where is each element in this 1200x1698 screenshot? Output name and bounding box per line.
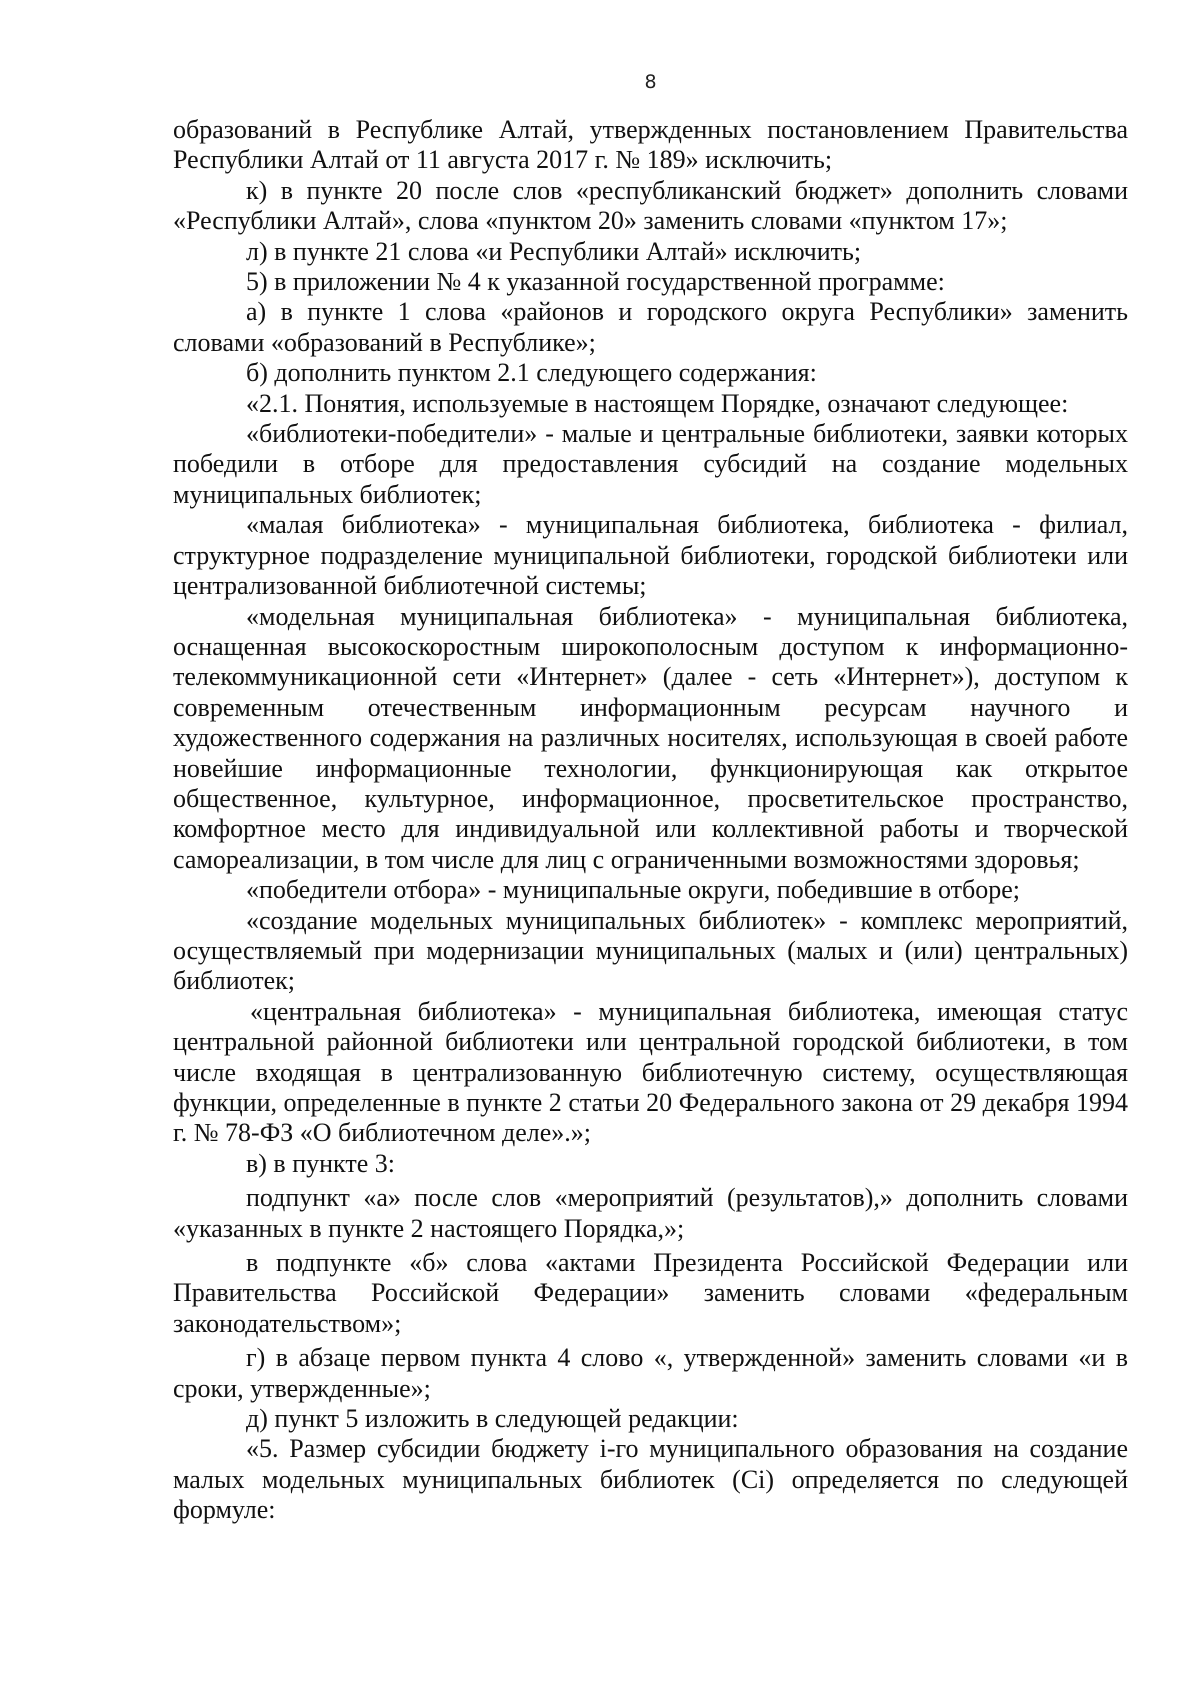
paragraph-item-d: д) пункт 5 изложить в следующей редакции:: [246, 1404, 739, 1434]
paragraph-item-k: к) в пункте 20 после слов «республиканский бюджет» дополнить словами «Республики Алтай», слова «пунктом 20» заменить словами «пунктом 17»;: [173, 175, 1128, 236]
paragraph-item-a: а) в пункте 1 слова «районов и городского округа Республики» заменить словами «образований в Республике»;: [173, 297, 1128, 357]
paragraph-item-v: в) в пункте 3:: [246, 1148, 395, 1178]
paragraph-subitem-b: в подпункте «б» слова «актами Президента Российской Федерации или Правительства Российской Федерации» заменить словами «федеральным законодательством»;: [173, 1248, 1128, 1338]
paragraph-definition-model-library: «модельная муниципальная библиотека» - муниципальная библиотека, оснащенная высокоскоростным широкополосным доступом к информационно-телекоммуникационной сети «Интернет» (далее - сеть «Интернет»), доступом к современным отечественным информационным ресурсам научного и художественного содержания на различных носителях, использующая в своей работе новейшие информационные технологии, функционирующая как открытое общественное, культурное, информационное, просветительское пространство, комфортное место для индивидуальной или коллективной работы и творческой самореализации, в том числе для лиц с ограниченными возможностями здоровья;: [173, 601, 1128, 874]
paragraph-definition-central-library: «центральная библиотека» - муниципальная библиотека, имеющая статус центральной районной библиотеки или центральной городской библиотеки, в том числе входящая в централизованную библиотечную систему, осуществляющая функции, определенные в пункте 2 статьи 20 Федерального закона от 29 декабря 1994 г. № 78-ФЗ «О библиотечном деле».»;: [173, 996, 1128, 1148]
paragraph-item-b: б) дополнить пунктом 2.1 следующего содержания:: [246, 358, 817, 388]
document-body: [173, 115, 1128, 1526]
page-number: 8: [644, 71, 657, 93]
paragraph-definition-small-library: «малая библиотека» - муниципальная библиотека, библиотека - филиал, структурное подразделение муниципальной библиотеки, городской библиотеки или централизованной библиотечной системы;: [173, 510, 1128, 601]
paragraph-formula-intro: «5. Размер субсидии бюджету i-го муниципального образования на создание малых модельных муниципальных библиотек (Ci) определяется по следующей формуле:: [173, 1434, 1128, 1525]
paragraph-definition-selection-winners: «победители отбора» - муниципальные округи, победившие в отборе;: [246, 875, 1020, 905]
paragraph-item-5: 5) в приложении № 4 к указанной государственной программе:: [246, 267, 945, 297]
paragraph-definitions-intro: «2.1. Понятия, используемые в настоящем Порядке, означают следующее:: [246, 388, 1069, 418]
paragraph-item-g: г) в абзаце первом пункта 4 слово «, утвержденной» заменить словами «и в сроки, утвержденные»;: [173, 1343, 1128, 1403]
paragraph-definition-creation: «создание модельных муниципальных библиотек» - комплекс мероприятий, осуществляемый при модернизации муниципальных (малых и (или) центральных) библиотек;: [173, 905, 1128, 996]
paragraph-item-l: л) в пункте 21 слова «и Республики Алтай» исключить;: [246, 236, 862, 266]
paragraph-subitem-a: подпункт «а» после слов «мероприятий (результатов),» дополнить словами «указанных в пункте 2 настоящего Порядка,»;: [173, 1183, 1128, 1243]
paragraph-continuation: образований в Республике Алтай, утвержденных постановлением Правительства Республики Алтай от 11 августа 2017 г. № 189» исключить;: [173, 115, 1128, 175]
paragraph-definition-winner-libraries: «библиотеки-победители» - малые и центральные библиотеки, заявки которых победили в отборе для предоставления субсидий на создание модельных муниципальных библиотек;: [173, 419, 1128, 509]
